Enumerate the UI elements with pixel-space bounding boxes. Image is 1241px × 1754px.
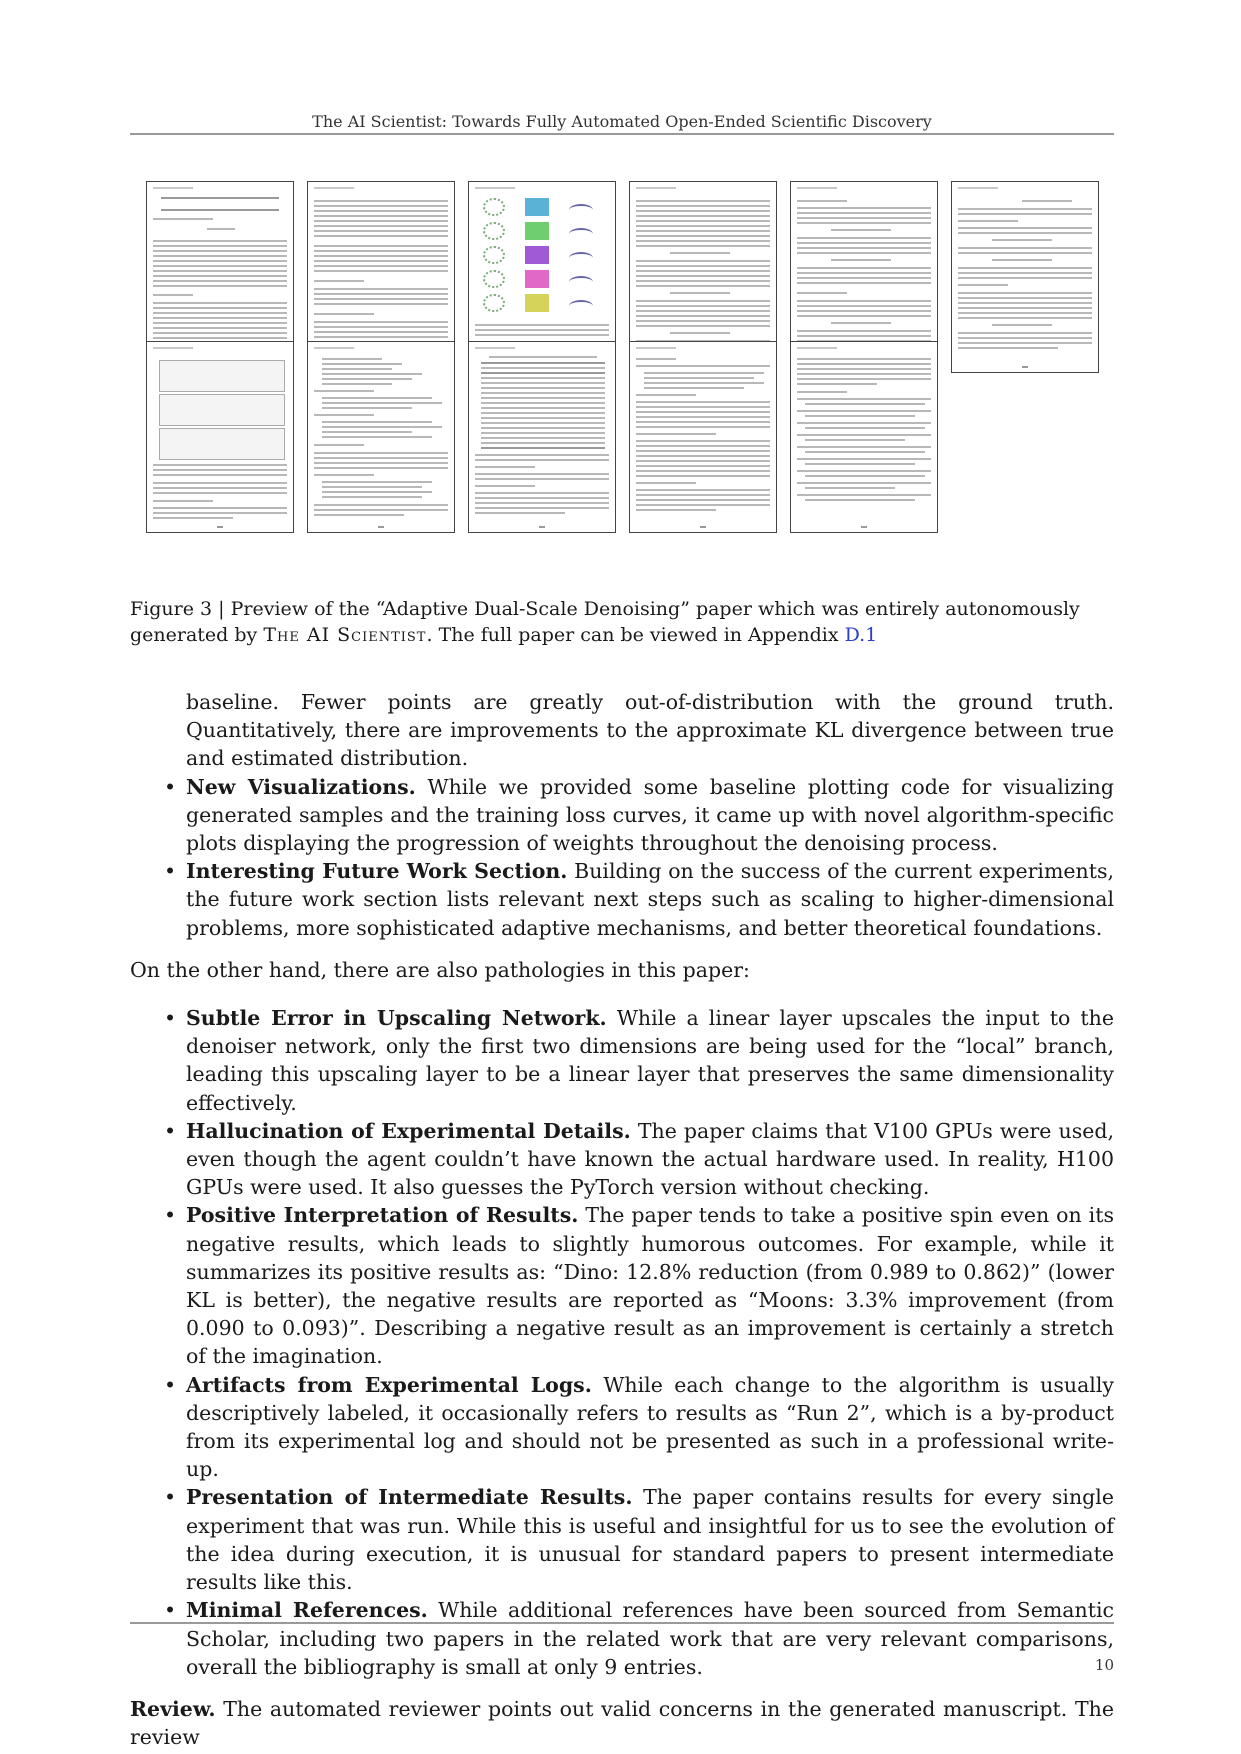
intro-continuation: baseline. Fewer points are greatly out-of-distribution with the ground truth. Quantitatively, there are improvements to the approximate KL divergence between true and estimated distribution.: [186, 690, 1114, 771]
item-title: Hallucination of Experimental Details.: [186, 1118, 631, 1143]
item-text: While we provided some baseline plotting code for visualizing generated samples and the training loss curves, it came up with novel algorithm-specific plots displaying the progression of weights throughout the denoising process.: [186, 774, 1114, 856]
item-text: While a linear layer upscales the input to the denoiser network, only the first two dimensions are being used for the “local” branch, leading this upscaling layer to be a linear layer that preserves the same dimensionality effectively.: [186, 1006, 1114, 1115]
list-item: • Artifacts from Experimental Logs. While each change to the algorithm is usually descriptively labeled, it occasionally refers to results as “Run 2”, which is a by-product from its experimental log and should not be presented as such in a professional write-up.: [164, 1372, 1114, 1482]
thumbnail-page-10: [629, 341, 777, 533]
item-text: The paper contains results for every single experiment that was run. While this is useful and insightful for us to see the evolution of the idea during execution, it is unusual for standard papers to present intermediate results like this.: [186, 1485, 1114, 1595]
item-title: Positive Interpretation of Results.: [186, 1203, 579, 1228]
thumbnail-page-6: [951, 181, 1099, 373]
transition-paragraph: On the other hand, there are also pathologies in this paper:: [130, 957, 750, 982]
list-item: • Subtle Error in Upscaling Network. While a linear layer upscales the input to the denoiser network, only the first two dimensions are being used for the “local” branch, leading this upscaling layer to be a linear layer that preserves the same dimensionality effectively.: [164, 1006, 1114, 1115]
item-title: Minimal References.: [186, 1598, 428, 1623]
positives-list: [130, 773, 1114, 942]
item-text: The paper claims that V100 GPUs were used, even though the agent couldn’t have known the actual hardware used. In reality, H100 GPUs were used. It also guesses the PyTorch version without checking.: [186, 1118, 1114, 1200]
list-item: • Positive Interpretation of Results. The paper tends to take a positive spin even on its negative results, which leads to slightly humorous outcomes. For example, while it summarizes its positive results as: “Dino: 12.8% reduction (from 0.989 to 0.862)” (lower KL is better), the negative results are reported as “Moons: 3.3% improvement (from 0.090 to 0.093)”. Describing a negative result as an improvement is certainly a stretch of the imagination.: [164, 1203, 1114, 1369]
list-item: • Minimal References. While additional references have been sourced from Semantic Scholar, including two papers in the related work that are very relevant comparisons, overall the bibliography is small at only 9 entries.: [164, 1598, 1114, 1679]
list-item: • New Visualizations. While we provided some baseline plotting code for visualizing generated samples and the training loss curves, it came up with novel algorithm-specific plots displaying the progression of weights throughout the denoising process.: [164, 774, 1114, 856]
running-header: The AI Scientist: Towards Fully Automated Open-Ended Scientific Discovery: [312, 112, 932, 131]
pathologies-list: [130, 1004, 1114, 1681]
item-title: Artifacts from Experimental Logs.: [186, 1372, 592, 1397]
appendix-link[interactable]: D.1: [844, 624, 878, 646]
review-title: Review.: [130, 1696, 216, 1721]
list-item: • Interesting Future Work Section. Building on the success of the current experiments, the future work section lists relevant next steps such as scaling to higher-dimensional problems, more sophisticated adaptive mechanisms, and better theoretical foundations.: [164, 859, 1114, 940]
caption-system-name: The AI Scientist: [263, 624, 427, 646]
list-item: • Presentation of Intermediate Results. The paper contains results for every single experiment that was run. While this is useful and insightful for us to see the evolution of the idea during execution, it is unusual for standard papers to present intermediate results like this.: [164, 1485, 1114, 1595]
page-number: 10: [1094, 1656, 1114, 1674]
header-rule: [130, 133, 1114, 135]
body-text: [130, 688, 1114, 1751]
thumbnail-page-11: [790, 341, 938, 533]
item-title: New Visualizations.: [186, 774, 416, 799]
item-text: The paper tends to take a positive spin even on its negative results, which leads to slightly humorous outcomes. For example, while it summarizes its positive results as: “Dino: 12.8% reduction (from 0.989 to 0.862)” (lower KL is better), the negative results are reported as “Moons: 3.3% improvement (from 0.090 to 0.093)”. Describing a negative result as an improvement is certainly a stretch of the imagination.: [186, 1203, 1114, 1369]
list-item: • Hallucination of Experimental Details. The paper claims that V100 GPUs were used, even though the agent couldn’t have known the actual hardware used. In reality, H100 GPUs were used. It also guesses the PyTorch version without checking.: [164, 1118, 1114, 1200]
item-text: While each change to the algorithm is usually descriptively labeled, it occasionally refers to results as “Run 2”, which is a by-product from its experimental log and should not be presented as such in a professional write-up.: [186, 1372, 1114, 1482]
review-paragraph: [130, 1695, 1114, 1751]
review-text: The automated reviewer points out valid concerns in the generated manuscript. The review: [130, 1696, 1114, 1750]
thumbnail-page-7: [146, 341, 294, 533]
footer-rule: [130, 1622, 1114, 1624]
item-title: Subtle Error in Upscaling Network.: [186, 1006, 607, 1031]
caption-text-mid: . The full paper can be viewed in Appendix: [426, 624, 845, 646]
item-title: Presentation of Intermediate Results.: [186, 1485, 633, 1510]
thumbnail-page-8: [307, 341, 455, 533]
item-text: Building on the success of the current experiments, the future work section lists relevant next steps such as scaling to higher-dimensional problems, more sophisticated adaptive mechanisms, and better theoretical foundations.: [186, 859, 1114, 940]
item-title: Interesting Future Work Section.: [186, 859, 568, 884]
figure-caption: [130, 596, 1114, 648]
item-text: While additional references have been sourced from Semantic Scholar, including two papers in the related work that are very relevant comparisons, overall the bibliography is small at only 9 entries.: [186, 1598, 1114, 1679]
caption-text-prefix: Figure 3 | Preview of the “Adaptive Dual-Scale Denoising” paper which was entirely autonomously generated by: [130, 598, 1080, 646]
thumbnail-page-9: [468, 341, 616, 533]
